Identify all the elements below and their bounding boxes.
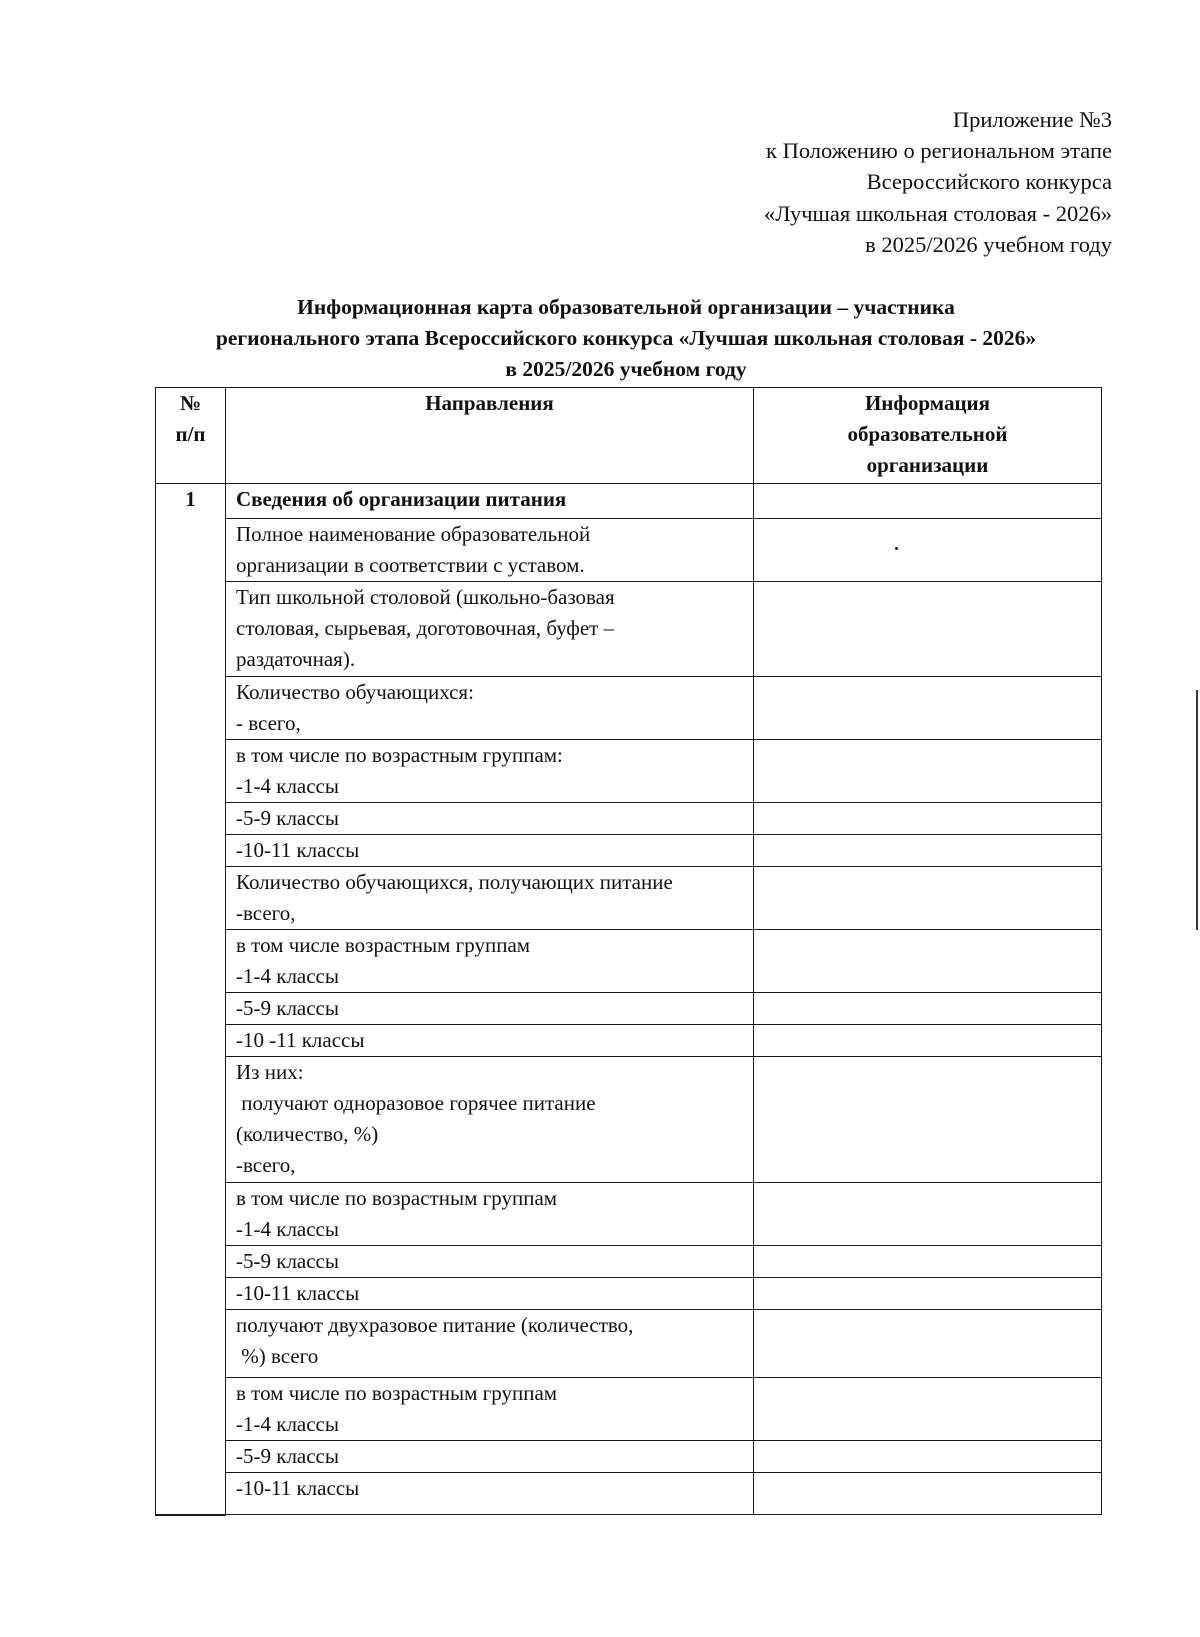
row-text-line: получают двухразовое питание (количество, [236, 1313, 634, 1337]
appendix-header [764, 104, 1112, 260]
table-row [156, 1246, 1102, 1278]
table-header-row [156, 388, 1102, 484]
row-info-cell[interactable] [754, 484, 1102, 519]
header-directions: Направления [226, 388, 754, 484]
row-text-line: -1-4 классы [236, 964, 339, 988]
row-text-line: -10-11 классы [236, 1281, 360, 1305]
row-info-cell[interactable] [754, 740, 1102, 803]
header-info: Информация образовательной организации [754, 388, 1102, 484]
table-row [156, 1183, 1102, 1246]
row-info-cell[interactable] [754, 993, 1102, 1025]
stray-mark [895, 547, 898, 550]
row-text-line: -5-9 классы [236, 1249, 339, 1273]
table-row [156, 677, 1102, 740]
row-text-line: Тип школьной столовой (школьно-базовая [236, 585, 615, 609]
row-text-line: в том числе по возрастным группам [236, 1186, 558, 1210]
row-direction [226, 484, 754, 519]
row-text-line: организации в соответствии с уставом. [236, 553, 585, 577]
table-row [156, 1441, 1102, 1473]
row-text-line: Сведения об организации питания [236, 487, 567, 511]
document-title [150, 292, 1102, 385]
row-text-line: Полное наименование образовательной [236, 522, 591, 546]
row-info-cell[interactable] [754, 1183, 1102, 1246]
section-number: 1 [156, 484, 226, 1515]
row-text-line: -1-4 классы [236, 1412, 339, 1436]
row-info-cell[interactable] [754, 1473, 1102, 1515]
appendix-line: к Положению о региональном этапе [766, 138, 1112, 164]
row-info-cell[interactable] [754, 803, 1102, 835]
row-text-line: в том числе по возрастным группам [236, 1381, 558, 1405]
row-info-cell[interactable] [754, 1246, 1102, 1278]
row-info-cell[interactable] [754, 1057, 1102, 1183]
table-row [156, 803, 1102, 835]
row-info-cell[interactable] [754, 677, 1102, 740]
table-row [156, 867, 1102, 930]
row-text-line: (количество, %) [236, 1122, 379, 1146]
table-row [156, 1278, 1102, 1310]
row-info-cell[interactable] [754, 1441, 1102, 1473]
row-direction [226, 582, 754, 677]
row-text-line: -10 -11 классы [236, 1028, 365, 1052]
appendix-line: Приложение №3 [952, 107, 1112, 132]
row-direction [226, 519, 754, 582]
row-info-cell[interactable] [754, 519, 1102, 582]
row-text-line: получают одноразовое горячее питание [236, 1091, 596, 1115]
table-row [156, 930, 1102, 993]
row-direction [226, 1378, 754, 1441]
table-row [156, 1057, 1102, 1183]
row-direction [226, 1183, 754, 1246]
row-direction [226, 1278, 754, 1310]
row-direction [226, 1025, 754, 1057]
row-text-line: Из них: [236, 1060, 304, 1084]
row-info-cell[interactable] [754, 1025, 1102, 1057]
row-info-cell[interactable] [754, 930, 1102, 993]
title-line: регионального этапа Всероссийского конкурса «Лучшая школьная столовая - 2026» [215, 326, 1037, 350]
table-row [156, 993, 1102, 1025]
row-text-line: Количество обучающихся, получающих питание [236, 870, 673, 894]
table-row [156, 519, 1102, 582]
row-text-line: -5-9 классы [236, 1444, 339, 1468]
row-text-line: столовая, сырьевая, доготовочная, буфет – [236, 616, 615, 640]
row-direction [226, 930, 754, 993]
row-direction [226, 677, 754, 740]
row-text-line: Количество обучающихся: [236, 680, 474, 704]
row-direction [226, 1057, 754, 1183]
table-row [156, 740, 1102, 803]
row-info-cell[interactable] [754, 582, 1102, 677]
row-direction [226, 1441, 754, 1473]
row-text-line: -всего, [236, 901, 296, 925]
appendix-line: «Лучшая школьная столовая - 2026» [764, 200, 1112, 226]
appendix-line: Всероссийского конкурса [866, 169, 1112, 195]
row-text-line: -5-9 классы [236, 996, 339, 1020]
table-row [156, 1378, 1102, 1441]
row-info-cell[interactable] [754, 867, 1102, 930]
appendix-line: в 2025/2026 учебном году [865, 231, 1112, 257]
table-row [156, 835, 1102, 867]
row-direction [226, 803, 754, 835]
row-text-line: -всего, [236, 1153, 296, 1177]
row-text-line: -5-9 классы [236, 806, 339, 830]
table-row [156, 484, 1102, 519]
row-direction [226, 740, 754, 803]
row-direction [226, 993, 754, 1025]
row-direction [226, 867, 754, 930]
row-text-line: - всего, [236, 711, 301, 735]
row-direction [226, 835, 754, 867]
row-text-line: раздаточная). [236, 647, 356, 671]
row-text-line: в том числе возрастным группам [236, 933, 531, 957]
table-row [156, 582, 1102, 677]
row-direction [226, 1473, 754, 1515]
row-info-cell[interactable] [754, 835, 1102, 867]
row-text-line: -10-11 классы [236, 838, 360, 862]
info-card-table [155, 387, 1102, 1516]
table-row [156, 1473, 1102, 1515]
row-text-line: -10-11 классы [236, 1476, 360, 1500]
table-row [156, 1025, 1102, 1057]
row-direction [226, 1310, 754, 1378]
title-line: Информационная карта образовательной организации – участника [297, 295, 955, 319]
row-info-cell[interactable] [754, 1278, 1102, 1310]
row-direction [226, 1246, 754, 1278]
row-text-line: -1-4 классы [236, 1217, 339, 1241]
row-text-line: %) всего [236, 1344, 319, 1368]
row-info-cell[interactable] [754, 1310, 1102, 1378]
row-text-line: в том числе по возрастным группам: [236, 743, 563, 767]
scan-edge-line [1196, 690, 1198, 930]
row-info-cell[interactable] [754, 1378, 1102, 1441]
row-text-line: -1-4 классы [236, 774, 339, 798]
table-row [156, 1310, 1102, 1378]
title-line: в 2025/2026 учебном году [505, 357, 747, 381]
header-number: № п/п [156, 388, 226, 484]
